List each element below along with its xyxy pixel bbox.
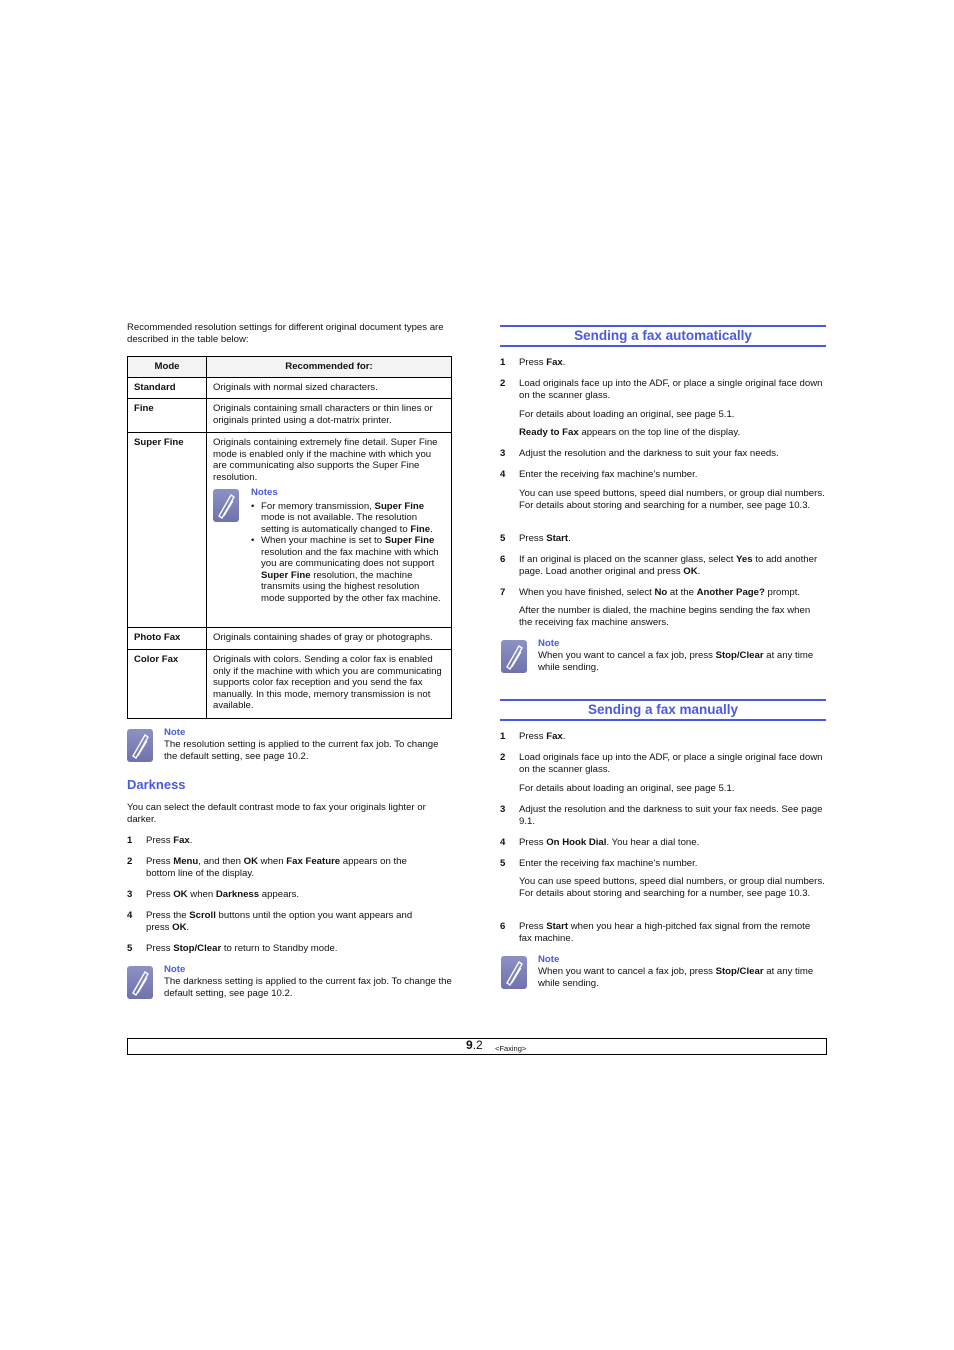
- intro-text: Recommended resolution settings for different original document types are described in the table below:: [127, 322, 444, 345]
- manual-note: [538, 954, 826, 989]
- note-title: Note: [538, 954, 560, 965]
- mode-cell: Standard: [128, 378, 207, 399]
- section-heading-auto: Sending a fax automatically: [500, 325, 826, 347]
- note-title: Note: [538, 638, 560, 649]
- desc-text: Originals containing extremely fine detail. Super Fine mode is enabled only if the machine with which you are communicating also supports the Super Fine resolution.: [213, 437, 438, 483]
- mode-cell: Photo Fax: [128, 628, 207, 650]
- page-number: 9.2: [466, 1038, 483, 1052]
- note-title: Note: [164, 964, 186, 975]
- note-text: When you want to cancel a fax job, press Stop/Clear at any time while sending.: [538, 649, 814, 673]
- page-footer: [127, 1038, 827, 1055]
- list-item: • For memory transmission, Super Fine mode is not available. The resolution setting is automatically changed to Fine.: [251, 501, 445, 536]
- note-bullet-list: [251, 501, 445, 605]
- note-text: The darkness setting is applied to the current fax job. To change the default setting, see page 10.2.: [164, 975, 452, 999]
- note-text: The resolution setting is applied to the current fax job. To change the default setting, see page 10.2.: [164, 738, 439, 762]
- auto-note: [538, 638, 826, 673]
- col-header-recommended: Recommended for:: [207, 357, 452, 378]
- mode-cell: Super Fine: [128, 433, 207, 628]
- note-text: When you want to cancel a fax job, press Stop/Clear at any time while sending.: [538, 965, 814, 989]
- darkness-heading: Darkness: [127, 777, 186, 792]
- table-row: [128, 628, 452, 650]
- superfine-note: [213, 487, 445, 604]
- note-title: Note: [164, 727, 186, 738]
- table-row: [128, 650, 452, 719]
- col-header-mode: Mode: [128, 357, 207, 378]
- mode-cell: Fine: [128, 399, 207, 433]
- desc-cell: [207, 433, 452, 628]
- table-row: [128, 399, 452, 433]
- desc-cell: Originals containing small characters or thin lines or originals printed using a dot-matrix printer.: [207, 399, 452, 433]
- note-pencil-icon: [127, 966, 153, 999]
- note-pencil-icon: [213, 489, 239, 522]
- note-pencil-icon: [501, 956, 527, 989]
- mode-cell: Color Fax: [128, 650, 207, 719]
- table-header-row: [128, 357, 452, 378]
- table-row: [128, 433, 452, 628]
- desc-cell: Originals with colors. Sending a color fax is enabled only if the machine with which you are communicating supports color fax reception and you send the fax manually. In this mode, memory transmission is not available.: [207, 650, 452, 719]
- section-heading-manual: Sending a fax manually: [500, 699, 826, 721]
- darkness-note: [164, 964, 454, 999]
- note-title: Notes: [251, 487, 278, 498]
- desc-cell: Originals with normal sized characters.: [207, 378, 452, 399]
- section-label: <Faxing>: [495, 1044, 527, 1053]
- resolution-note: [164, 727, 452, 762]
- table-row: [128, 378, 452, 399]
- resolution-table: [127, 356, 452, 719]
- darkness-intro: You can select the default contrast mode to fax your originals lighter or darker.: [127, 802, 426, 825]
- note-pencil-icon: [501, 640, 527, 673]
- note-pencil-icon: [127, 729, 153, 762]
- list-item: • When your machine is set to Super Fine resolution and the fax machine with which you are communicating does not support Super Fine resolution, the machine transmits using the highest resolution mode supported by the other fax machine.: [251, 535, 445, 604]
- desc-cell: Originals containing shades of gray or photographs.: [207, 628, 452, 650]
